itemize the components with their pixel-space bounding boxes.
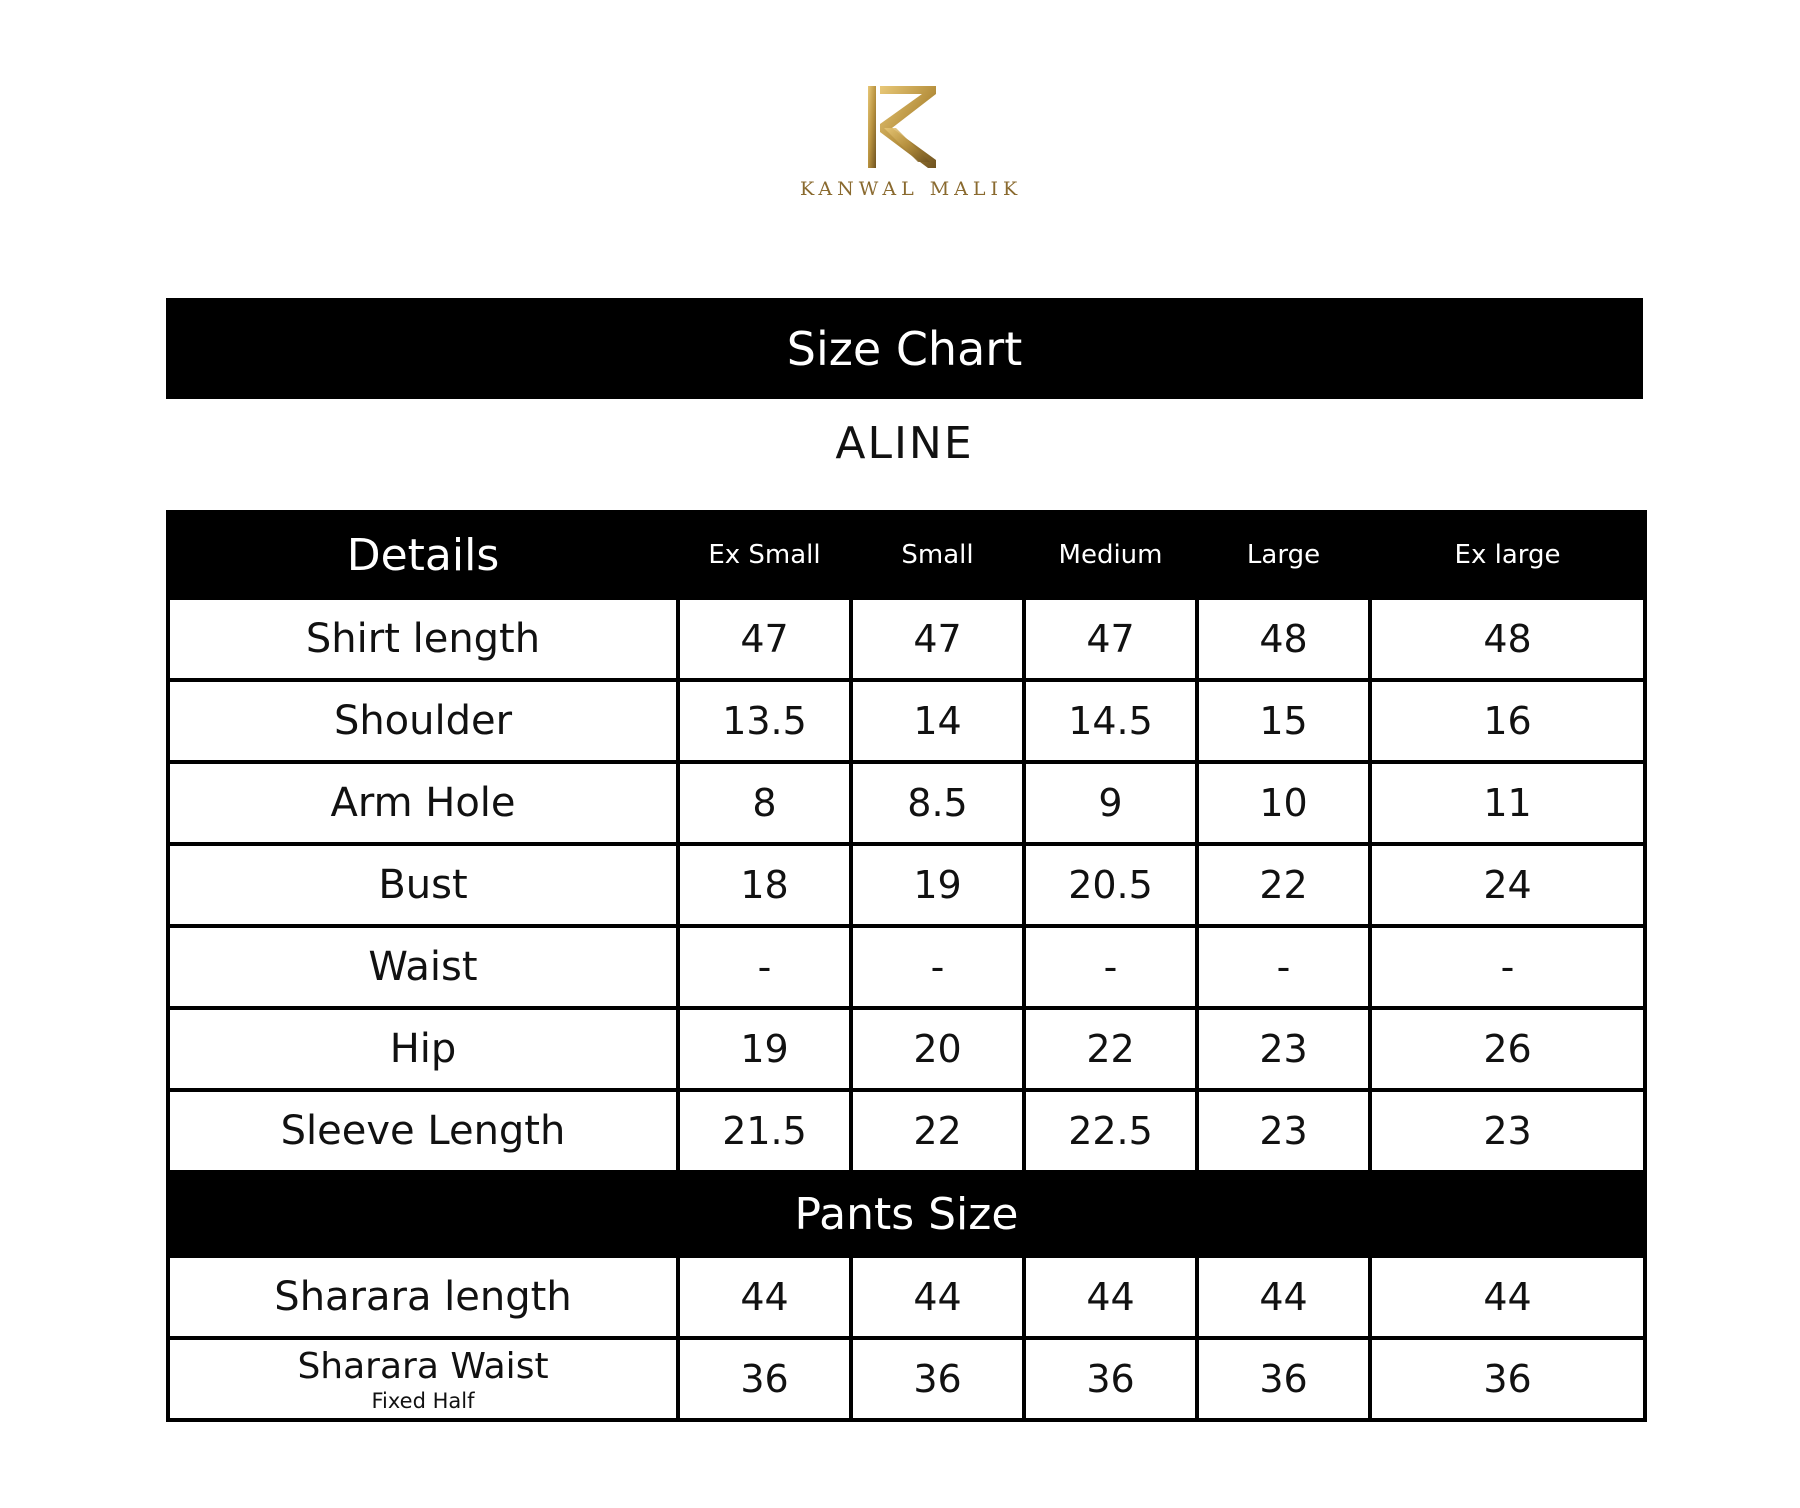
row-label: Sleeve Length <box>168 1090 678 1172</box>
table-cell: 44 <box>1197 1256 1370 1338</box>
table-cell: - <box>678 926 851 1008</box>
table-cell: - <box>1370 926 1645 1008</box>
kanwal-malik-monogram-icon <box>860 82 940 172</box>
table-cell: 21.5 <box>678 1090 851 1172</box>
table-row <box>168 926 1645 1008</box>
table-cell: 36 <box>1370 1338 1645 1420</box>
table-cell: 44 <box>1024 1256 1197 1338</box>
table-cell: 8.5 <box>851 762 1024 844</box>
table-cell: 47 <box>851 598 1024 680</box>
row-label: Bust <box>168 844 678 926</box>
table-cell: 23 <box>1370 1090 1645 1172</box>
table-row <box>168 1008 1645 1090</box>
row-label: Waist <box>168 926 678 1008</box>
brand-logo <box>800 82 1023 212</box>
pants-section-title: Pants Size <box>168 1172 1645 1256</box>
size-chart-table-wrapper <box>166 510 1643 1422</box>
row-label: Arm Hole <box>168 762 678 844</box>
table-cell: 19 <box>851 844 1024 926</box>
table-cell: 14 <box>851 680 1024 762</box>
pants-section-header <box>168 1172 1645 1256</box>
table-cell: 47 <box>1024 598 1197 680</box>
table-cell: 20 <box>851 1008 1024 1090</box>
table-cell: 14.5 <box>1024 680 1197 762</box>
table-cell: 22 <box>1024 1008 1197 1090</box>
table-row <box>168 680 1645 762</box>
column-header-medium: Medium <box>1024 512 1197 598</box>
table-cell: 44 <box>1370 1256 1645 1338</box>
table-cell: 26 <box>1370 1008 1645 1090</box>
table-cell: 48 <box>1197 598 1370 680</box>
table-header-row <box>168 512 1645 598</box>
table-cell: 22.5 <box>1024 1090 1197 1172</box>
table-cell: - <box>1024 926 1197 1008</box>
column-header-large: Large <box>1197 512 1370 598</box>
table-cell: 24 <box>1370 844 1645 926</box>
table-cell: 48 <box>1370 598 1645 680</box>
style-name: ALINE <box>835 418 974 469</box>
table-cell: 36 <box>851 1338 1024 1420</box>
table-cell: 23 <box>1197 1008 1370 1090</box>
column-header-small: Small <box>851 512 1024 598</box>
brand-name: KANWAL MALIK <box>800 178 1023 200</box>
row-label: Shoulder <box>168 680 678 762</box>
row-label: Shirt length <box>168 598 678 680</box>
table-cell: 23 <box>1197 1090 1370 1172</box>
table-cell: 36 <box>1024 1338 1197 1420</box>
table-cell: 8 <box>678 762 851 844</box>
row-label-note: Fixed Half <box>371 1388 475 1413</box>
table-cell: 16 <box>1370 680 1645 762</box>
table-cell: 20.5 <box>1024 844 1197 926</box>
table-cell: 11 <box>1370 762 1645 844</box>
table-cell: 13.5 <box>678 680 851 762</box>
table-row <box>168 598 1645 680</box>
table-cell: 36 <box>678 1338 851 1420</box>
table-row <box>168 1090 1645 1172</box>
table-cell: 22 <box>851 1090 1024 1172</box>
table-cell: 44 <box>851 1256 1024 1338</box>
table-cell: 15 <box>1197 680 1370 762</box>
row-label-with-note <box>168 1338 678 1420</box>
table-row <box>168 1256 1645 1338</box>
column-header-details: Details <box>168 512 678 598</box>
size-chart-title: Size Chart <box>166 298 1643 399</box>
table-cell: 19 <box>678 1008 851 1090</box>
size-chart-table <box>166 510 1647 1422</box>
table-cell: 47 <box>678 598 851 680</box>
table-cell: 44 <box>678 1256 851 1338</box>
table-cell: 22 <box>1197 844 1370 926</box>
table-cell: 36 <box>1197 1338 1370 1420</box>
column-header-ex-large: Ex large <box>1370 512 1645 598</box>
table-cell: - <box>1197 926 1370 1008</box>
table-row <box>168 1338 1645 1420</box>
table-row <box>168 844 1645 926</box>
column-header-ex-small: Ex Small <box>678 512 851 598</box>
table-cell: 18 <box>678 844 851 926</box>
row-label: Sharara Waist <box>297 1345 549 1387</box>
row-label: Hip <box>168 1008 678 1090</box>
row-label: Sharara length <box>168 1256 678 1338</box>
table-row <box>168 762 1645 844</box>
table-cell: - <box>851 926 1024 1008</box>
table-cell: 10 <box>1197 762 1370 844</box>
table-cell: 9 <box>1024 762 1197 844</box>
